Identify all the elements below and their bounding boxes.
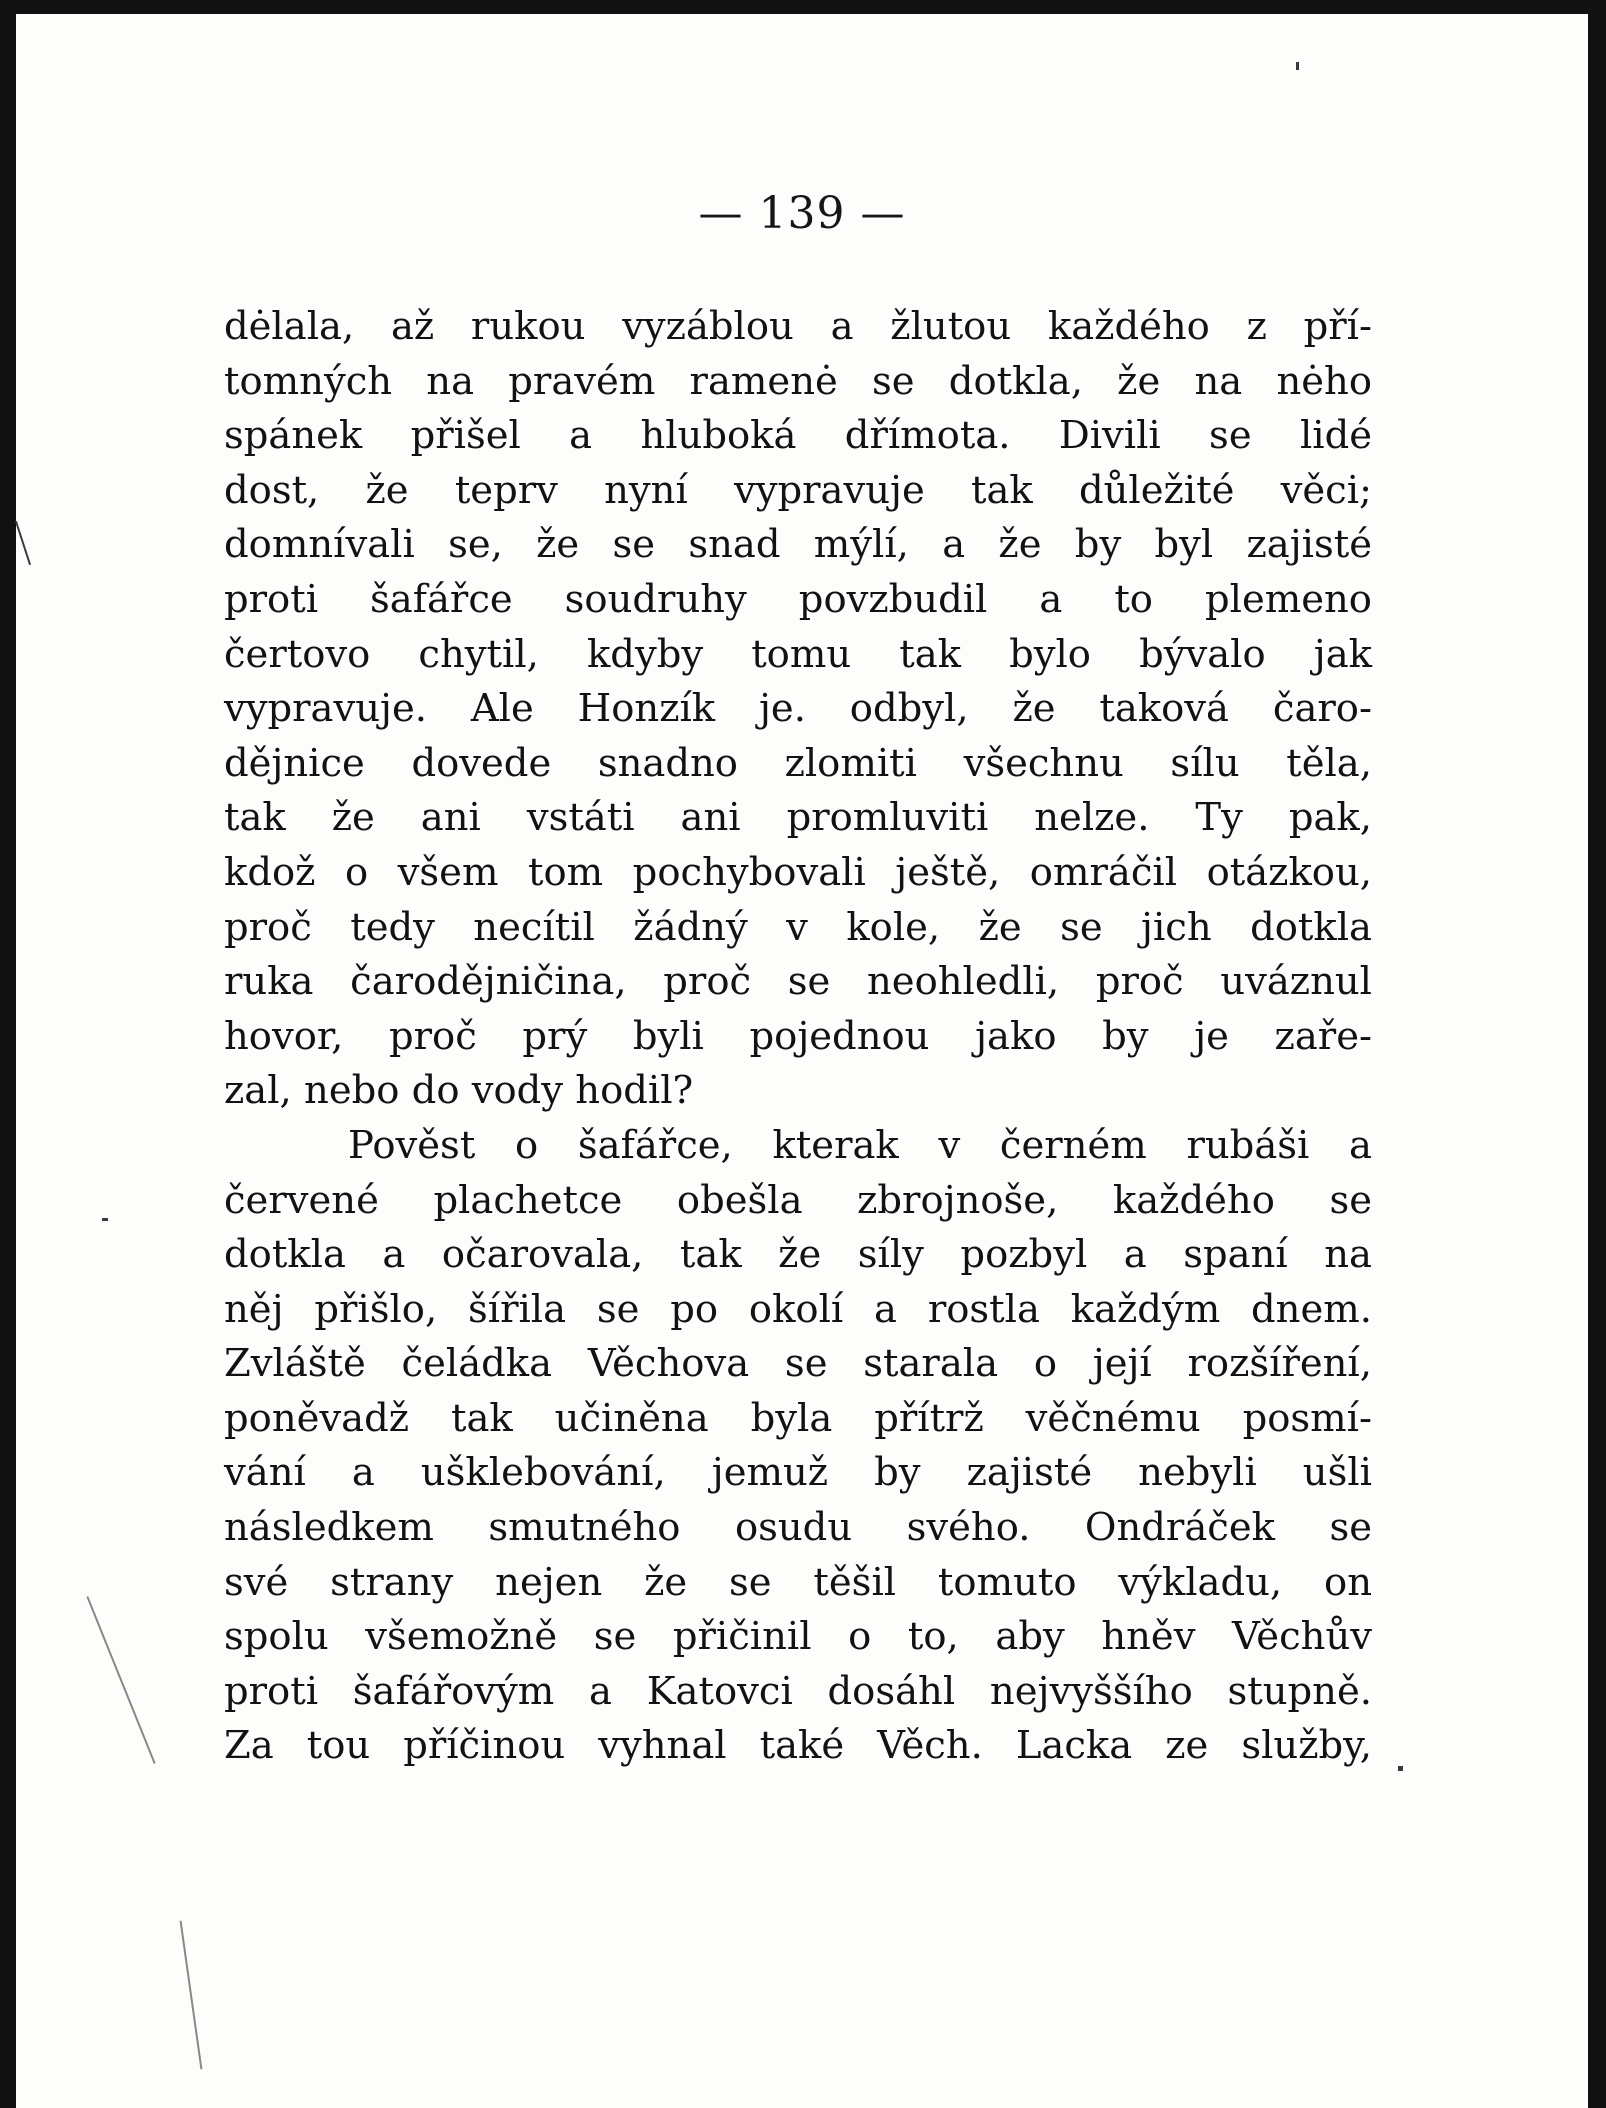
text-line: Za tou příčinou vyhnal také Věch. Lacka ze služby, bbox=[224, 1723, 1372, 1769]
text-line: dost, že teprv nyní vypravuje tak důležité věci; bbox=[224, 467, 1372, 513]
text-line: něj přišlo, šířila se po okolí a rostla každým dnem. bbox=[224, 1286, 1372, 1332]
text-line: tak že ani vstáti ani promluviti nelze. Ty pak, bbox=[224, 795, 1372, 841]
body-text bbox=[224, 300, 1372, 1774]
text-line: dějnice dovede snadno zlomiti všechnu sílu těla, bbox=[224, 740, 1372, 786]
text-line: proti šafářovým a Katovci dosáhl nejvyššího stupně. bbox=[224, 1668, 1372, 1714]
text-line: čertovo chytil, kdyby tomu tak bylo bývalo jak bbox=[224, 631, 1372, 677]
text-line: proti šafářce soudruhy povzbudil a to plemeno bbox=[224, 576, 1372, 622]
text-line: dotkla a očarovala, tak že síly pozbyl a spaní na bbox=[224, 1232, 1372, 1278]
text-line: své strany nejen že se těšil tomuto výkladu, on bbox=[224, 1559, 1372, 1605]
scan-speck bbox=[102, 1218, 108, 1221]
text-line: proč tedy necítil žádný v kole, že se jich dotkla bbox=[224, 904, 1372, 950]
text-line: spánek přišel a hluboká dřímota. Divili se lidé bbox=[224, 413, 1372, 459]
text-line: hovor, proč prý byli pojednou jako by je zaře- bbox=[224, 1013, 1372, 1059]
text-line: poněvadž tak učiněna byla přítrž věčnému posmí- bbox=[224, 1395, 1372, 1441]
scan-speck bbox=[1296, 62, 1299, 70]
text-line: vypravuje. Ale Honzík je. odbyl, že taková čaro- bbox=[224, 686, 1372, 732]
paragraph-1 bbox=[224, 300, 1372, 1119]
text-line: tomných na pravém ramenė se dotkla, že na nėho bbox=[224, 358, 1372, 404]
text-line: zal, nebo do vody hodil? bbox=[224, 1068, 694, 1114]
text-line: vání a ušklebování, jemuž by zajisté nebyli ušli bbox=[224, 1450, 1372, 1496]
text-line: spolu všemožně se přičinil o to, aby hněv Věchův bbox=[224, 1614, 1372, 1660]
text-line: kdož o všem tom pochybovali ještě, omráčil otázkou, bbox=[224, 849, 1372, 895]
text-line: Pověst o šafářce, kterak v černém rubáši a bbox=[348, 1122, 1372, 1168]
scan-speck bbox=[1398, 1766, 1403, 1771]
paragraph-2 bbox=[224, 1119, 1372, 1774]
text-line: červené plachetce obešla zbrojnoše, každého se bbox=[224, 1177, 1372, 1223]
text-line: ruka čarodějničina, proč se neohledli, proč uváznul bbox=[224, 959, 1372, 1005]
page-number: — 139 — bbox=[698, 188, 906, 239]
text-line: domnívali se, že se snad mýlí, a že by byl zajisté bbox=[224, 522, 1372, 568]
text-line: Zvláště čeládka Věchova se starala o její rozšíření, bbox=[224, 1341, 1372, 1387]
text-line: dėlala, až rukou vyzáblou a žlutou každého z pří- bbox=[224, 304, 1372, 349]
text-line: následkem smutného osudu svého. Ondráček se bbox=[224, 1505, 1372, 1551]
